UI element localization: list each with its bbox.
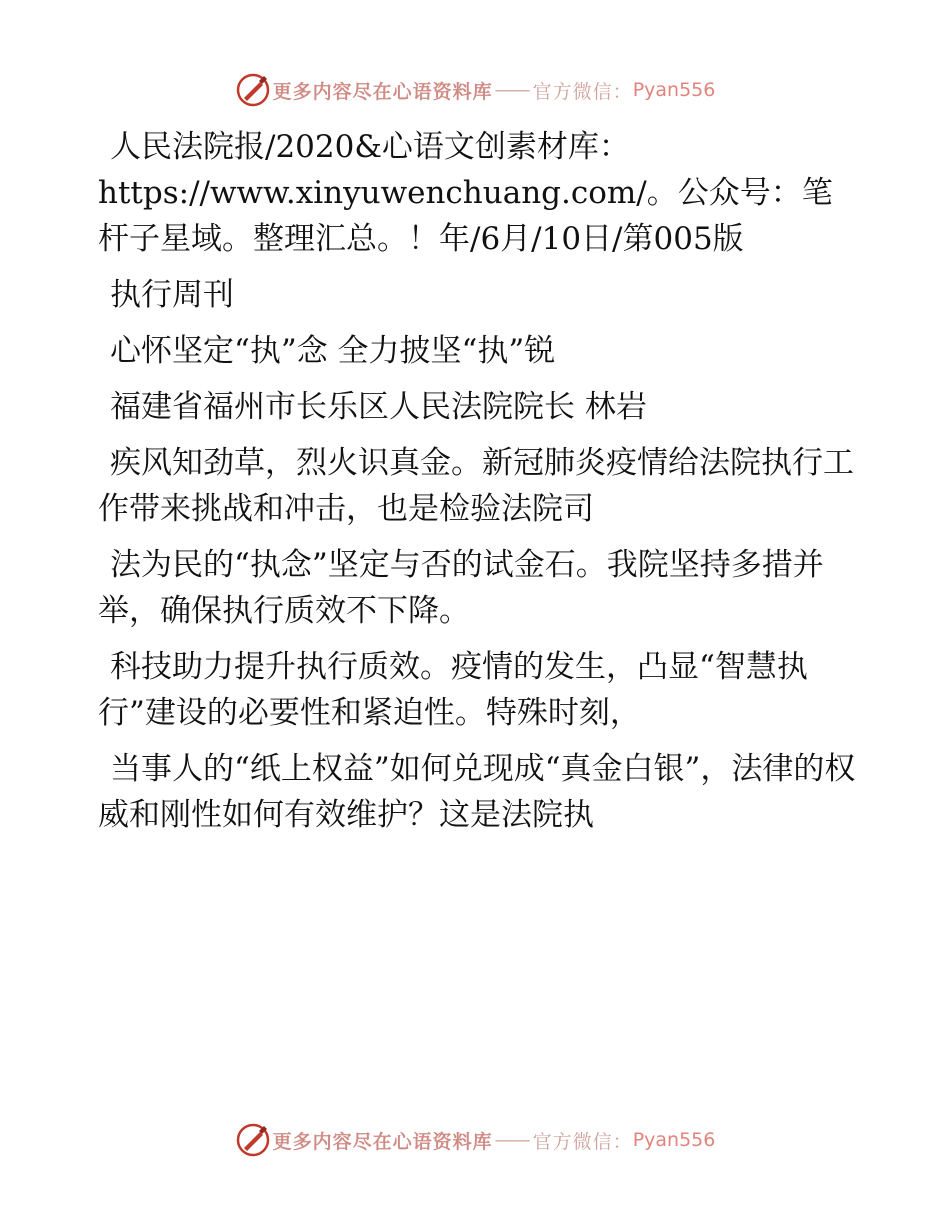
footer-banner-text: 更多内容尽在心语资料库 <box>272 1130 493 1153</box>
article-author: 福建省福州市长乐区人民法院院长 林岩 <box>110 389 647 425</box>
header-wechat-label: 官方微信： <box>532 80 633 103</box>
header-banner-dash: —— <box>494 79 529 101</box>
paragraph: 当事人的“纸上权益”如何兑现成“真金白银”，法律的权威和刚性如何有效维护？这是法院执 <box>98 751 856 833</box>
xinyu-logo-icon <box>235 1122 271 1158</box>
header-banner <box>0 70 950 110</box>
header-wechat-id: Pyan556 <box>632 79 716 101</box>
article-title: 心怀坚定“执”念 全力披坚“执”锐 <box>110 333 556 369</box>
footer-banner-dash: —— <box>494 1129 529 1151</box>
source-line: 人民法院报/2020&心语文创素材库：https://www.xinyuwenchuang.com/。公众号：笔杆子星域。整理汇总。！年/6月/10日/第005版 <box>98 129 833 257</box>
paragraph: 疾风知劲草，烈火识真金。新冠肺炎疫情给法院执行工作带来挑战和冲击，也是检验法院司 <box>98 445 854 527</box>
section-heading: 执行周刊 <box>110 277 234 313</box>
footer-wechat-label: 官方微信： <box>532 1130 633 1153</box>
paragraph: 法为民的“执念”坚定与否的试金石。我院坚持多措并举，确保执行质效不下降。 <box>98 547 824 629</box>
header-banner-text: 更多内容尽在心语资料库 <box>272 80 493 103</box>
document-body <box>98 124 858 838</box>
footer-wechat-id: Pyan556 <box>632 1129 716 1151</box>
paragraph: 科技助力提升执行质效。疫情的发生，凸显“智慧执行”建设的必要性和紧迫性。特殊时刻， <box>98 649 808 731</box>
xinyu-logo-icon <box>235 72 271 108</box>
footer-banner <box>0 1120 950 1160</box>
